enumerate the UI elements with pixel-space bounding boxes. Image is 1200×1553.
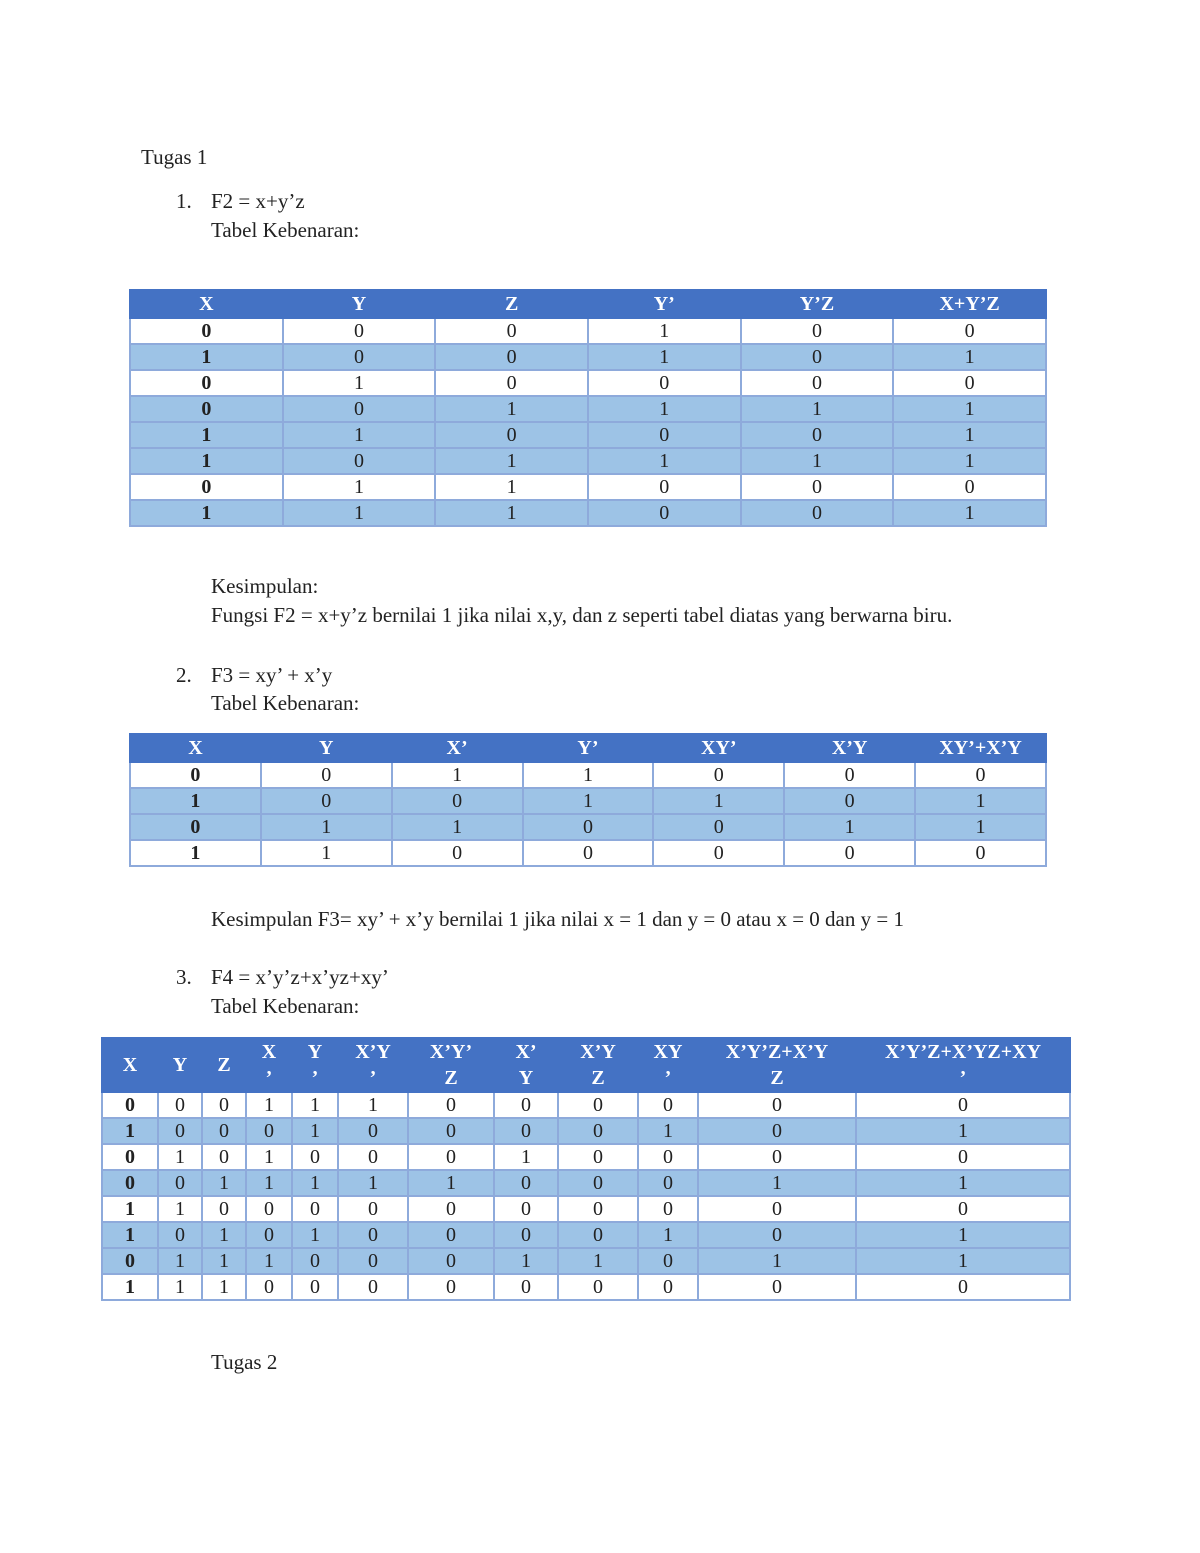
table-cell: 0 <box>338 1118 408 1144</box>
table-cell: 0 <box>741 318 894 344</box>
table-cell: 1 <box>130 344 283 370</box>
column-header <box>246 1038 292 1092</box>
table-cell: 0 <box>494 1196 558 1222</box>
formula-f2: F2 = x+y’z <box>211 189 305 213</box>
table-cell: 1 <box>261 840 392 866</box>
table-cell: 0 <box>638 1196 698 1222</box>
table-cell: 0 <box>283 396 436 422</box>
column-header-line: ’ <box>959 1067 967 1089</box>
table-cell: 0 <box>494 1222 558 1248</box>
table-cell: 1 <box>893 448 1046 474</box>
table-cell: 1 <box>741 448 894 474</box>
table-cell: 0 <box>784 788 915 814</box>
footer-heading: Tugas 2 <box>211 1350 278 1374</box>
column-header <box>338 1038 408 1092</box>
table-cell: 0 <box>893 474 1046 500</box>
table-row <box>102 1248 1070 1274</box>
column-header: Y’ <box>588 290 741 318</box>
column-header-line: X’Y <box>355 1041 391 1063</box>
table-row <box>102 1092 1070 1118</box>
item-number-3: 3. <box>176 965 192 989</box>
table-cell: 1 <box>292 1118 338 1144</box>
table-cell: 0 <box>638 1092 698 1118</box>
page-heading: Tugas 1 <box>141 145 208 169</box>
table-row <box>102 1118 1070 1144</box>
table-cell: 1 <box>102 1222 158 1248</box>
table-cell: 0 <box>408 1118 494 1144</box>
table-cell: 1 <box>202 1248 246 1274</box>
table-cell: 1 <box>102 1274 158 1300</box>
table-cell: 0 <box>408 1248 494 1274</box>
column-header-line: Z <box>770 1067 784 1089</box>
table-cell: 0 <box>408 1092 494 1118</box>
table-row <box>102 1274 1070 1300</box>
table-cell: 0 <box>292 1144 338 1170</box>
column-header <box>158 1038 202 1092</box>
table-row <box>130 344 1046 370</box>
table-cell: 0 <box>202 1196 246 1222</box>
item-number-1: 1. <box>176 189 192 213</box>
table-cell: 0 <box>915 840 1046 866</box>
table-cell: 0 <box>698 1274 856 1300</box>
table-cell: 0 <box>338 1144 408 1170</box>
table-cell: 0 <box>588 474 741 500</box>
table-cell: 0 <box>408 1144 494 1170</box>
column-header-line: ’ <box>311 1067 319 1089</box>
table-cell: 0 <box>856 1196 1070 1222</box>
table-cell: 0 <box>698 1118 856 1144</box>
table-cell: 0 <box>893 370 1046 396</box>
table-cell: 0 <box>338 1222 408 1248</box>
column-header <box>292 1038 338 1092</box>
table-cell: 1 <box>588 344 741 370</box>
column-header <box>558 1038 638 1092</box>
table-cell: 1 <box>915 788 1046 814</box>
table-cell: 1 <box>856 1222 1070 1248</box>
conclusion-text-2: Kesimpulan F3= xy’ + x’y bernilai 1 jika nilai x = 1 dan y = 0 atau x = 0 dan y = 1 <box>211 907 904 931</box>
column-header: X <box>130 290 283 318</box>
table-cell: 0 <box>558 1144 638 1170</box>
table-cell: 1 <box>435 474 588 500</box>
table-cell: 0 <box>130 762 261 788</box>
column-header-line: X’Y’Z+X’YZ+XY <box>884 1041 1042 1063</box>
table-cell: 0 <box>653 840 784 866</box>
table-row <box>130 840 1046 866</box>
table-cell: 0 <box>408 1222 494 1248</box>
table-cell: 0 <box>130 370 283 396</box>
table-row <box>130 448 1046 474</box>
table-cell: 1 <box>283 474 436 500</box>
column-header <box>102 1038 158 1092</box>
column-header: X+Y’Z <box>893 290 1046 318</box>
table-cell: 0 <box>784 762 915 788</box>
table-cell: 0 <box>102 1248 158 1274</box>
table-cell: 1 <box>202 1274 246 1300</box>
table-cell: 1 <box>435 396 588 422</box>
table-cell: 0 <box>638 1274 698 1300</box>
table-row <box>102 1222 1070 1248</box>
table-cell: 0 <box>435 422 588 448</box>
table-cell: 0 <box>102 1170 158 1196</box>
table-cell: 0 <box>435 318 588 344</box>
table-cell: 1 <box>588 318 741 344</box>
table-cell: 0 <box>130 474 283 500</box>
table-cell: 0 <box>246 1274 292 1300</box>
table-cell: 1 <box>261 814 392 840</box>
table-row <box>130 788 1046 814</box>
table-cell: 1 <box>653 788 784 814</box>
table-cell: 0 <box>292 1274 338 1300</box>
column-header: Y’ <box>523 734 654 762</box>
table-cell: 0 <box>741 474 894 500</box>
table-cell: 1 <box>202 1222 246 1248</box>
table-cell: 1 <box>392 814 523 840</box>
table-cell: 1 <box>435 500 588 526</box>
table-row <box>102 1196 1070 1222</box>
table-cell: 0 <box>246 1222 292 1248</box>
table-cell: 1 <box>283 422 436 448</box>
table-cell: 1 <box>638 1118 698 1144</box>
table-cell: 0 <box>558 1092 638 1118</box>
column-header <box>408 1038 494 1092</box>
column-header: Y <box>283 290 436 318</box>
column-header <box>494 1038 558 1092</box>
table-cell: 0 <box>408 1196 494 1222</box>
table-cell: 0 <box>158 1118 202 1144</box>
table-cell: 0 <box>588 370 741 396</box>
table-cell: 0 <box>292 1248 338 1274</box>
column-header: X’ <box>392 734 523 762</box>
table-cell: 0 <box>588 500 741 526</box>
table-cell: 0 <box>261 788 392 814</box>
table-row <box>130 370 1046 396</box>
column-header-line: ’ <box>369 1067 377 1089</box>
table-row <box>130 474 1046 500</box>
column-header-line: X <box>261 1041 277 1063</box>
truth-table-f2 <box>129 289 1047 527</box>
table-cell: 0 <box>558 1274 638 1300</box>
table-cell: 0 <box>494 1170 558 1196</box>
table-cell: 1 <box>158 1144 202 1170</box>
table-cell: 0 <box>130 318 283 344</box>
column-header-line: ’ <box>664 1067 672 1089</box>
table-cell: 0 <box>494 1274 558 1300</box>
formula-f3: F3 = xy’ + x’y <box>211 663 333 687</box>
table-cell: 0 <box>698 1144 856 1170</box>
table-cell: 0 <box>558 1196 638 1222</box>
table-cell: 0 <box>741 422 894 448</box>
table-cell: 0 <box>261 762 392 788</box>
column-header <box>638 1038 698 1092</box>
table-cell: 0 <box>435 370 588 396</box>
table-cell: 0 <box>856 1092 1070 1118</box>
table-cell: 1 <box>202 1170 246 1196</box>
table-cell: 0 <box>523 814 654 840</box>
column-header-line: Z <box>217 1054 231 1076</box>
table-cell: 0 <box>283 318 436 344</box>
table-cell: 1 <box>638 1222 698 1248</box>
truth-table-f4 <box>101 1037 1071 1301</box>
table-cell: 0 <box>494 1118 558 1144</box>
table-cell: 0 <box>741 500 894 526</box>
table-cell: 1 <box>494 1248 558 1274</box>
column-header: Y <box>261 734 392 762</box>
table-cell: 1 <box>435 448 588 474</box>
column-header-line: Y <box>307 1041 323 1063</box>
column-header <box>856 1038 1070 1092</box>
column-header-line: X’Y’Z+X’Y <box>725 1041 829 1063</box>
column-header-line: Z <box>591 1067 605 1089</box>
column-header-line: XY <box>653 1041 683 1063</box>
table-caption-2: Tabel Kebenaran: <box>211 691 360 715</box>
table-cell: 0 <box>246 1118 292 1144</box>
table-cell: 0 <box>856 1274 1070 1300</box>
table-row <box>130 814 1046 840</box>
table-cell: 0 <box>653 814 784 840</box>
table-cell: 0 <box>292 1196 338 1222</box>
table-cell: 1 <box>130 422 283 448</box>
table-cell: 0 <box>338 1196 408 1222</box>
table-row <box>102 1170 1070 1196</box>
table-row <box>130 762 1046 788</box>
table-cell: 1 <box>392 762 523 788</box>
table-cell: 0 <box>158 1092 202 1118</box>
table-cell: 1 <box>523 788 654 814</box>
table-cell: 0 <box>558 1170 638 1196</box>
formula-f4: F4 = x’y’z+x’yz+xy’ <box>211 965 389 989</box>
table-header-row <box>102 1038 1070 1092</box>
column-header <box>698 1038 856 1092</box>
table-cell: 0 <box>856 1144 1070 1170</box>
table-cell: 1 <box>130 500 283 526</box>
table-header-row <box>130 734 1046 762</box>
table-cell: 1 <box>338 1092 408 1118</box>
table-row <box>130 500 1046 526</box>
table-cell: 0 <box>158 1170 202 1196</box>
table-cell: 0 <box>558 1118 638 1144</box>
table-cell: 0 <box>202 1144 246 1170</box>
table-cell: 0 <box>784 840 915 866</box>
column-header-line: ’ <box>265 1067 273 1089</box>
column-header: X’Y <box>784 734 915 762</box>
table-cell: 1 <box>893 500 1046 526</box>
table-cell: 0 <box>494 1092 558 1118</box>
table-cell: 1 <box>893 396 1046 422</box>
table-cell: 0 <box>893 318 1046 344</box>
table-cell: 1 <box>158 1274 202 1300</box>
column-header: XY’+X’Y <box>915 734 1046 762</box>
table-cell: 0 <box>283 448 436 474</box>
conclusion-title-1: Kesimpulan: <box>211 574 319 598</box>
table-cell: 0 <box>102 1144 158 1170</box>
table-cell: 1 <box>292 1092 338 1118</box>
column-header-line: Z <box>444 1067 458 1089</box>
table-cell: 0 <box>435 344 588 370</box>
table-cell: 1 <box>246 1092 292 1118</box>
table-cell: 1 <box>856 1118 1070 1144</box>
table-cell: 1 <box>523 762 654 788</box>
column-header-line: Y <box>172 1054 188 1076</box>
table-cell: 1 <box>130 840 261 866</box>
table-cell: 0 <box>558 1222 638 1248</box>
column-header: X <box>130 734 261 762</box>
table-cell: 1 <box>893 344 1046 370</box>
table-cell: 0 <box>338 1248 408 1274</box>
column-header: XY’ <box>653 734 784 762</box>
table-caption-1: Tabel Kebenaran: <box>211 218 360 242</box>
table-cell: 0 <box>588 422 741 448</box>
column-header-line: X’ <box>515 1041 537 1063</box>
column-header-line: X’Y’ <box>429 1041 473 1063</box>
table-cell: 1 <box>246 1248 292 1274</box>
table-cell: 1 <box>246 1144 292 1170</box>
conclusion-text-1: Fungsi F2 = x+y’z bernilai 1 jika nilai x,y, dan z seperti tabel diatas yang berwarna biru. <box>211 603 953 627</box>
table-cell: 0 <box>638 1248 698 1274</box>
table-cell: 0 <box>202 1118 246 1144</box>
table-cell: 1 <box>283 370 436 396</box>
column-header: Y’Z <box>741 290 894 318</box>
table-caption-3: Tabel Kebenaran: <box>211 994 360 1018</box>
table-cell: 1 <box>698 1248 856 1274</box>
item-number-2: 2. <box>176 663 192 687</box>
table-cell: 1 <box>588 396 741 422</box>
table-cell: 1 <box>102 1118 158 1144</box>
table-cell: 1 <box>494 1144 558 1170</box>
table-row <box>102 1144 1070 1170</box>
table-cell: 1 <box>588 448 741 474</box>
table-cell: 0 <box>698 1222 856 1248</box>
table-cell: 1 <box>856 1170 1070 1196</box>
table-cell: 0 <box>392 788 523 814</box>
table-cell: 0 <box>130 396 283 422</box>
table-row <box>130 396 1046 422</box>
table-cell: 0 <box>392 840 523 866</box>
column-header <box>202 1038 246 1092</box>
table-cell: 1 <box>292 1222 338 1248</box>
table-cell: 0 <box>202 1092 246 1118</box>
table-cell: 1 <box>741 396 894 422</box>
column-header-line: X <box>122 1054 138 1076</box>
column-header-line: Y <box>518 1067 534 1089</box>
table-cell: 0 <box>130 814 261 840</box>
table-cell: 1 <box>130 788 261 814</box>
table-cell: 1 <box>558 1248 638 1274</box>
table-cell: 1 <box>856 1248 1070 1274</box>
table-cell: 1 <box>102 1196 158 1222</box>
table-cell: 0 <box>698 1196 856 1222</box>
table-cell: 1 <box>130 448 283 474</box>
table-cell: 1 <box>784 814 915 840</box>
table-cell: 0 <box>638 1170 698 1196</box>
table-cell: 1 <box>893 422 1046 448</box>
table-cell: 0 <box>102 1092 158 1118</box>
table-cell: 0 <box>741 344 894 370</box>
table-cell: 0 <box>698 1092 856 1118</box>
table-cell: 0 <box>158 1222 202 1248</box>
table-cell: 0 <box>915 762 1046 788</box>
table-cell: 0 <box>638 1144 698 1170</box>
table-cell: 0 <box>338 1274 408 1300</box>
table-cell: 1 <box>915 814 1046 840</box>
table-row <box>130 318 1046 344</box>
table-cell: 0 <box>408 1274 494 1300</box>
table-cell: 0 <box>523 840 654 866</box>
table-cell: 1 <box>246 1170 292 1196</box>
table-header-row <box>130 290 1046 318</box>
table-row <box>130 422 1046 448</box>
table-cell: 1 <box>158 1196 202 1222</box>
table-cell: 1 <box>408 1170 494 1196</box>
table-cell: 0 <box>246 1196 292 1222</box>
table-cell: 1 <box>292 1170 338 1196</box>
table-cell: 0 <box>741 370 894 396</box>
table-cell: 1 <box>283 500 436 526</box>
table-cell: 0 <box>653 762 784 788</box>
column-header: Z <box>435 290 588 318</box>
truth-table-f3 <box>129 733 1047 867</box>
table-cell: 1 <box>338 1170 408 1196</box>
table-cell: 1 <box>698 1170 856 1196</box>
table-cell: 0 <box>283 344 436 370</box>
table-cell: 1 <box>158 1248 202 1274</box>
column-header-line: X’Y <box>580 1041 616 1063</box>
